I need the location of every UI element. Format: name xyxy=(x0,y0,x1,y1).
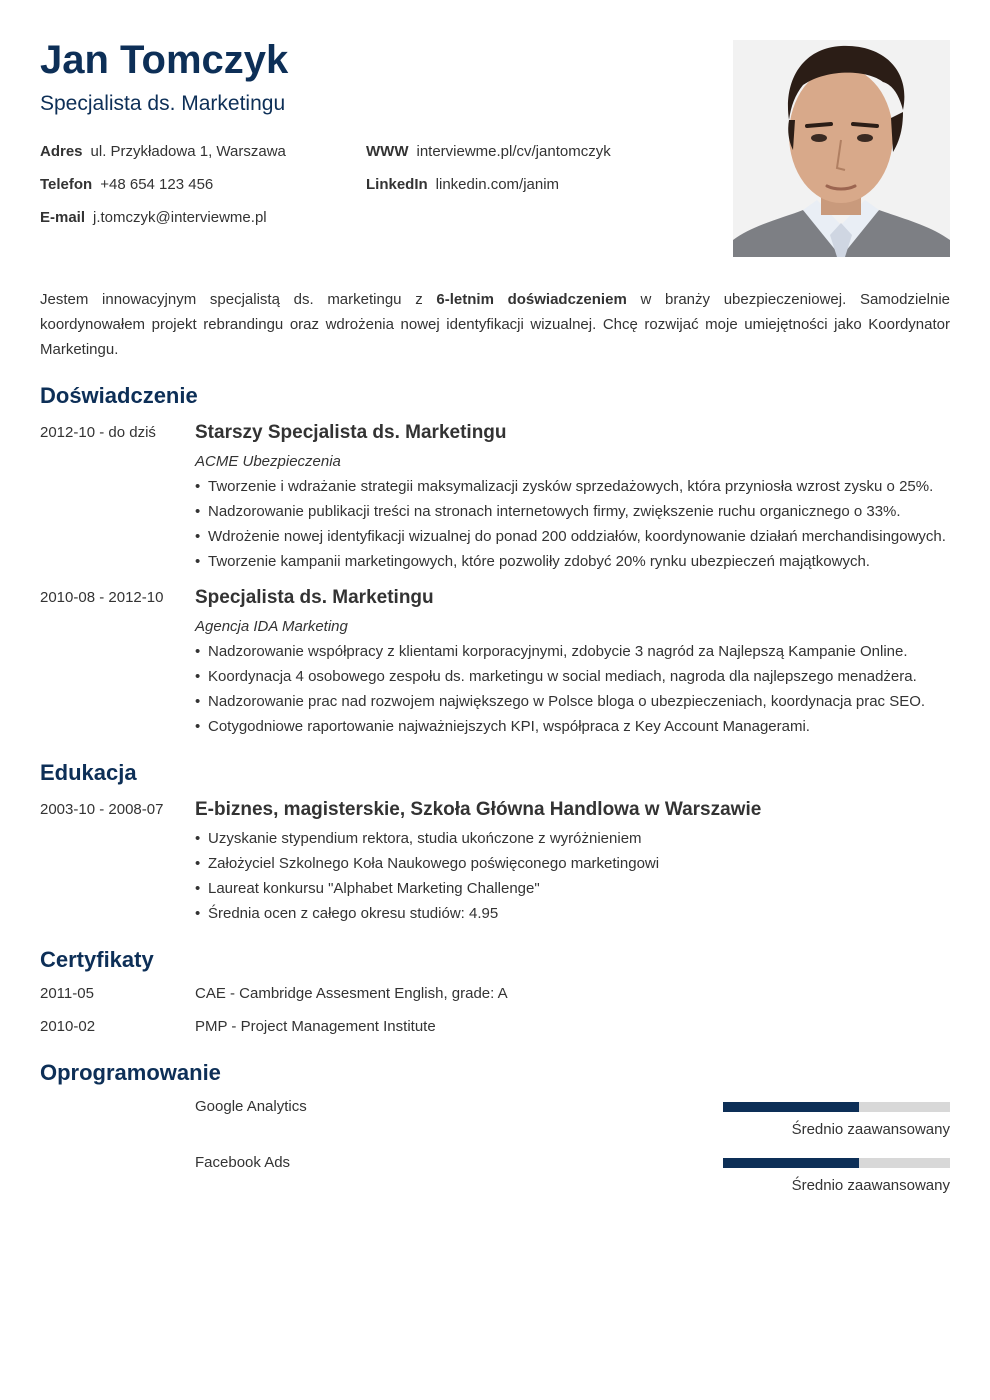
list-item: • Wdrożenie nowej identyfikacji wizualnej do ponad 200 oddziałów, koordynowanie działań merchandisingowych. xyxy=(195,524,946,549)
contact-label: E-mail xyxy=(40,209,86,226)
contact-www xyxy=(366,142,611,162)
certificate-name: CAE - Cambridge Assesment English, grade: A xyxy=(195,985,508,1002)
contact-label: Adres xyxy=(40,143,83,160)
list-item: • Nadzorowanie publikacji treści na stronach internetowych firmy, zwiększenie ruchu organicznego o 33%. xyxy=(195,499,946,524)
job-bullets xyxy=(195,474,946,574)
profile-summary xyxy=(40,287,950,362)
skill-level-fill xyxy=(723,1158,859,1168)
certificate-name: PMP - Project Management Institute xyxy=(195,1018,436,1035)
list-item: • Tworzenie kampanii marketingowych, które pozwoliły zdobyć 20% rynku ubezpieczeń majątkowych. xyxy=(195,549,946,574)
certificate-date: 2010-02 xyxy=(40,1018,96,1035)
candidate-role: Specjalista ds. Marketingu xyxy=(40,92,286,115)
job-company: Agencja IDA Marketing xyxy=(195,618,348,635)
list-item: • Tworzenie i wdrażanie strategii maksymalizacji zysków sprzedażowych, która przyniosła wzrost zysku o 25%. xyxy=(195,474,946,499)
job-title: Specjalista ds. Marketingu xyxy=(195,587,434,608)
contact-label: Telefon xyxy=(40,176,93,193)
summary-highlight: 6-letnim doświadczeniem xyxy=(436,291,627,308)
education-bullets xyxy=(195,826,659,926)
certificate-date: 2011-05 xyxy=(40,985,94,1002)
summary-text: Jestem innowacyjnym specjalistą ds. marketingu z xyxy=(40,291,437,308)
contact-address xyxy=(40,142,286,162)
skill-level-label: Średnio zaawansowany xyxy=(791,1177,950,1194)
contact-linkedin xyxy=(366,175,559,195)
list-item: • Cotygodniowe raportowanie najważniejszych KPI, współpraca z Key Account Managerami. xyxy=(195,714,925,739)
job-date: 2010-08 - 2012-10 xyxy=(40,589,164,606)
list-item: • Średnia ocen z całego okresu studiów: 4.95 xyxy=(195,901,659,926)
section-title-certificates: Certyfikaty xyxy=(40,947,154,972)
job-bullets xyxy=(195,639,925,739)
summary-text: w branży ubezpieczeniowej. Samodzielnie koordynowałem projekt rebrandingu oraz wdrożenia nowej identyfikacji wizualnej. Chcę rozwijać moje umiejętności jako Koordynator Marketingu. xyxy=(40,291,951,358)
skill-name: Google Analytics xyxy=(195,1098,307,1115)
candidate-name: Jan Tomczyk xyxy=(40,38,289,82)
education-title: E-biznes, magisterskie, Szkoła Główna Handlowa w Warszawie xyxy=(195,799,762,820)
list-item: • Koordynacja 4 osobowego zespołu ds. marketingu w social mediach, nagroda dla najlepszego menadżera. xyxy=(195,664,925,689)
contact-phone xyxy=(40,175,213,195)
contact-value: +48 654 123 456 xyxy=(100,176,214,193)
contact-value[interactable]: linkedin.com/janim xyxy=(435,176,560,193)
contact-value[interactable]: j.tomczyk@interviewme.pl xyxy=(93,209,267,226)
list-item: • Nadzorowanie prac nad rozwojem największego w Polsce bloga o ubezpieczeniach, koordynacja prac SEO. xyxy=(195,689,925,714)
contact-value: ul. Przykładowa 1, Warszawa xyxy=(90,143,286,160)
skill-level-bar xyxy=(723,1102,950,1112)
list-item: • Nadzorowanie współpracy z klientami korporacyjnymi, zdobycie 3 nagród za Najlepszą Kampanie Online. xyxy=(195,639,925,664)
skill-level-fill xyxy=(723,1102,859,1112)
section-title-experience: Doświadczenie xyxy=(40,383,198,408)
contact-label: LinkedIn xyxy=(366,176,428,193)
section-title-software: Oprogramowanie xyxy=(40,1060,221,1085)
job-title: Starszy Specjalista ds. Marketingu xyxy=(195,422,507,443)
education-date: 2003-10 - 2008-07 xyxy=(40,801,164,818)
section-title-education: Edukacja xyxy=(40,760,137,785)
list-item: • Założyciel Szkolnego Koła Naukowego poświęconego marketingowi xyxy=(195,851,659,876)
list-item: • Uzyskanie stypendium rektora, studia ukończone z wyróżnieniem xyxy=(195,826,659,851)
contact-label: WWW xyxy=(366,143,409,160)
job-date: 2012-10 - do dziś xyxy=(40,424,156,441)
person-portrait-icon xyxy=(733,40,950,257)
skill-level-bar xyxy=(723,1158,950,1168)
list-item: • Laureat konkursu "Alphabet Marketing Challenge" xyxy=(195,876,659,901)
skill-level-label: Średnio zaawansowany xyxy=(791,1121,950,1138)
profile-photo xyxy=(733,40,950,257)
job-company: ACME Ubezpieczenia xyxy=(195,453,341,470)
contact-value[interactable]: interviewme.pl/cv/jantomczyk xyxy=(416,143,611,160)
contact-email xyxy=(40,208,267,228)
skill-name: Facebook Ads xyxy=(195,1154,291,1171)
